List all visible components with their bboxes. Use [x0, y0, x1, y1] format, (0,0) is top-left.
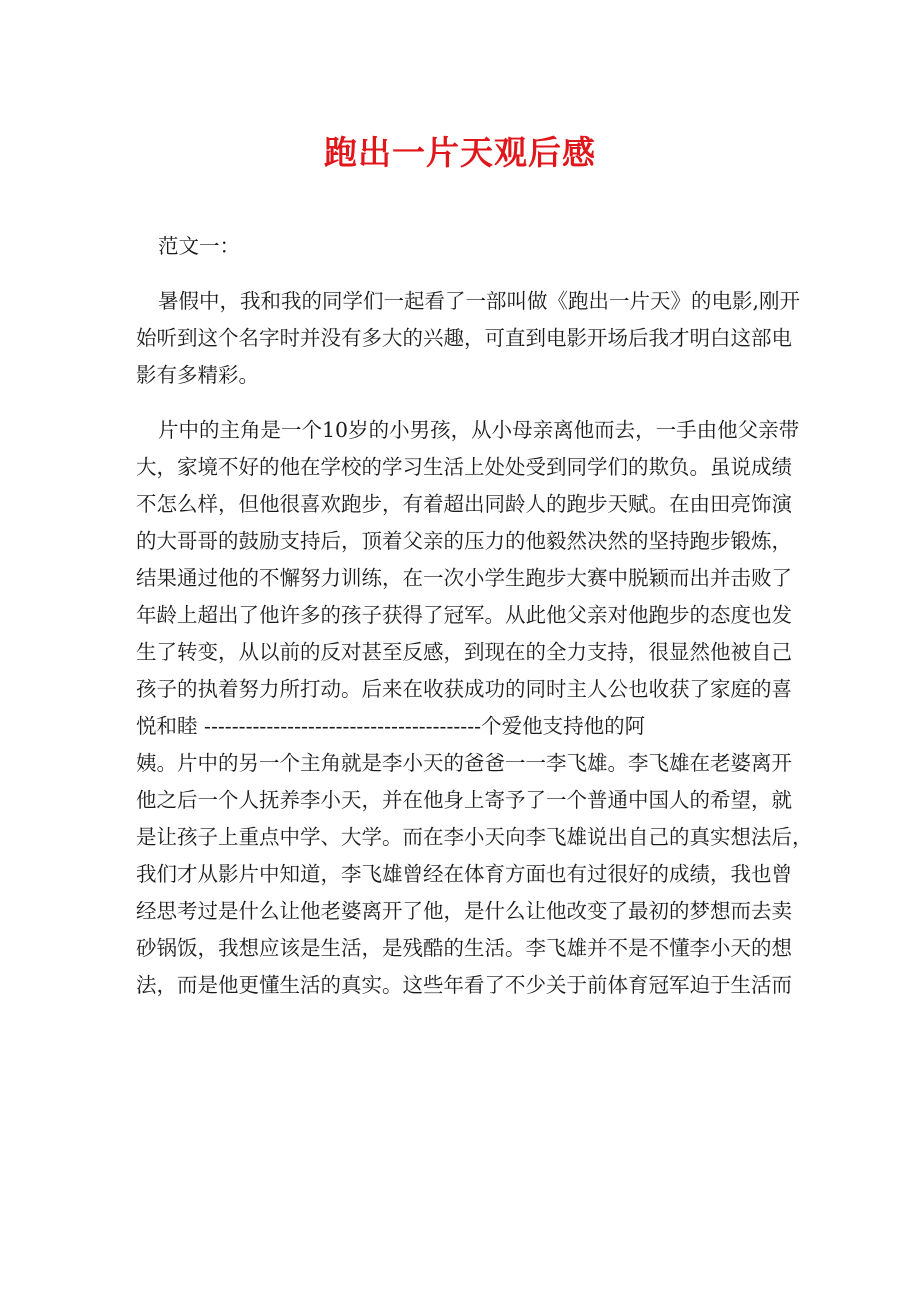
text-line: 砂锅饭，我想应该是生活，是残酷的生活。李飞雄并不是不懂李小天的想 — [136, 936, 792, 960]
text-line: 我们才从影片中知道，李飞雄曾经在体育方面也有过很好的成绩，我也曾 — [136, 862, 792, 886]
paragraph-2 — [136, 412, 813, 1004]
text-line: 年龄上超出了他许多的孩子获得了冠军。从此他父亲对他跑步的态度也发 — [136, 603, 792, 627]
document-title: 跑出一片天观后感 — [324, 133, 596, 172]
text-line: 片中的主角是一个10岁的小男孩，从小母亲离他而去，一手由他父亲带 — [158, 418, 800, 442]
text-line: 他之后一个人抚养李小天，并在他身上寄予了一个普通中国人的希望，就 — [136, 788, 792, 812]
text-line: 暑假中，我和我的同学们一起看了一部叫做《跑出一片天》的电影,刚开 — [158, 289, 801, 313]
text-line: 的大哥哥的鼓励支持后，顶着父亲的压力的他毅然决然的坚持跑步锻炼， — [136, 529, 792, 553]
text-line: 法，而是他更懂生活的真实。这些年看了不少关于前体育冠军迫于生活而 — [136, 973, 792, 997]
section-label: 范文一： — [158, 234, 240, 258]
text-line: 影有多精彩。 — [136, 363, 259, 387]
text-line: 大，家境不好的他在学校的学习生活上处处受到同学们的欺负。虽说成绩 — [136, 455, 792, 479]
text-line: 不怎么样，但他很喜欢跑步，有着超出同龄人的跑步天赋。在由田亮饰演 — [136, 492, 792, 516]
text-line: 始听到这个名字时并没有多大的兴趣，可直到电影开场后我才明白这部电 — [136, 326, 792, 350]
text-line: 经思考过是什么让他老婆离开了他，是什么让他改变了最初的梦想而去卖 — [136, 899, 792, 923]
document-body — [136, 228, 813, 1004]
text-line: 结果通过他的不懈努力训练，在一次小学生跑步大赛中脱颖而出并击败了 — [136, 566, 792, 590]
paragraph-1 — [136, 283, 801, 394]
text-line: 孩子的执着努力所打动。后来在收获成功的同时主人公也收获了家庭的喜 — [136, 677, 792, 701]
text-line: 姨。片中的另一个主角就是李小天的爸爸一一李飞雄。李飞雄在老婆离开 — [136, 751, 792, 775]
text-line: 悦和睦 ----------------------------------------个爱他支持他的阿 — [136, 714, 646, 738]
paragraph-gap — [136, 265, 791, 283]
paragraph-gap — [136, 394, 791, 412]
text-line: 是让孩子上重点中学、大学。而在李小天向李飞雄说出自己的真实想法后， — [136, 825, 813, 849]
text-line: 生了转变，从以前的反对甚至反感，到现在的全力支持，很显然他被自己 — [136, 640, 792, 664]
